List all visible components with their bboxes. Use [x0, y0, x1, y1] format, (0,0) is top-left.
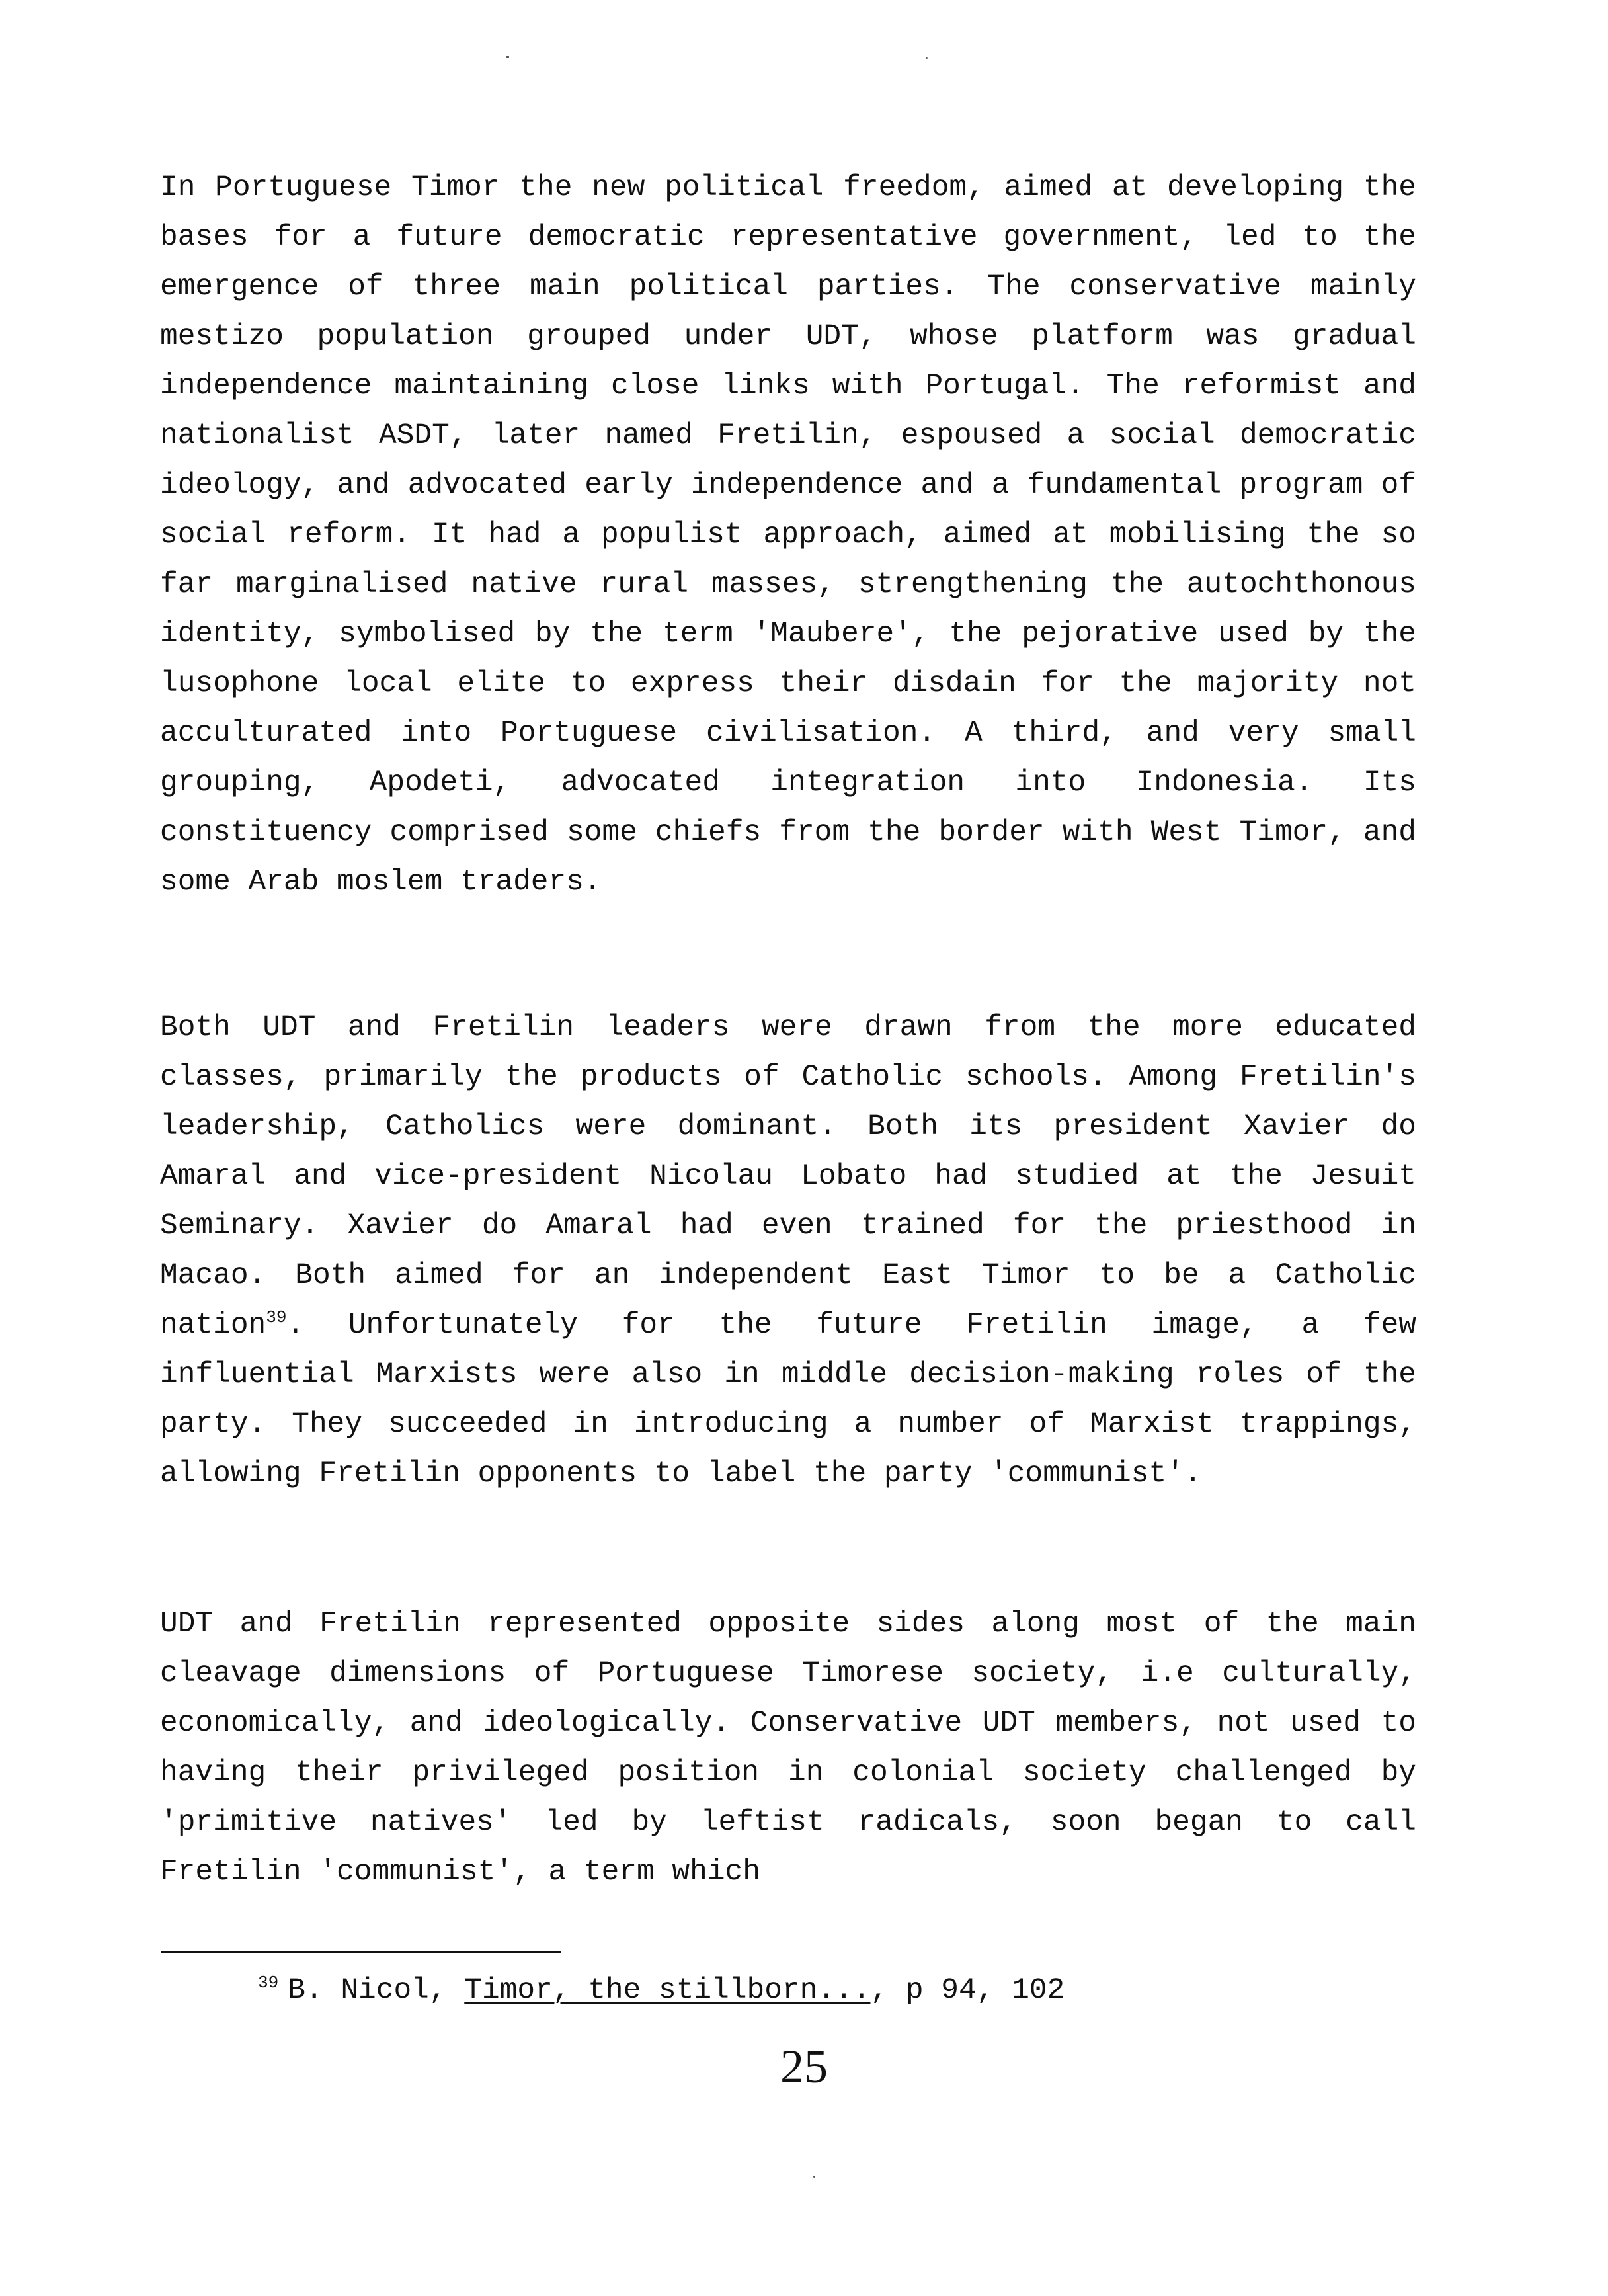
- footnote-reference[interactable]: 39: [266, 1307, 287, 1328]
- scan-speck: [506, 56, 509, 58]
- body-paragraph-3: UDT and Fretilin represented opposite sides along most of the main cleavage dimensions of Portuguese Timorese society, i.e culturally, economically, and ideologically. Conservative UDT members, not used to having their privileged position in colonial society challenged by 'primitive natives' led by leftist radicals, soon began to call Fretilin 'communist', a term which: [160, 1608, 1416, 1889]
- footnote-pages: , p 94, 102: [870, 1974, 1065, 2007]
- body-paragraph-2: [160, 1003, 1416, 1499]
- page-number: 25: [780, 2040, 828, 2093]
- body-paragraph-1: In Portuguese Timor the new political freedom, aimed at developing the bases for a future democratic representative government, led to the emergence of three main political parties. The conservative mainly mestizo population grouped under UDT, whose platform was gradual independence maintaining close links with Portugal. The reformist and nationalist ASDT, later named Fretilin, espoused a social democratic ideology, and advocated early independence and a fundamental program of social reform. It had a populist approach, aimed at mobilising the so far marginalised native rural masses, strengthening the autochthonous identity, symbolised by the term 'Maubere', the pejorative used by the lusophone local elite to express their disdain for the majority not acculturated into Portuguese civilisation. A third, and very small grouping, Apodeti, advocated integration into Indonesia. Its constituency comprised some chiefs from the border with West Timor, and some Arab moslem traders.: [160, 171, 1416, 899]
- scan-speck: [926, 57, 928, 59]
- footnote-marker: 39: [258, 1973, 279, 1993]
- paragraph-text: Both UDT and Fretilin leaders were drawn from the more educated classes, primarily the products of Catholic schools. Among Fretilin's leadership, Catholics were dominant. Both its president Xavier do Amaral and vice-president Nicolau Lobato had studied at the Jesuit Seminary. Xavier do Amaral had even trained for the priesthood in Macao. Both aimed for an independent East Timor to be a Catholic nation: [160, 1011, 1416, 1342]
- paragraph-text: . Unfortunately for the future Fretilin image, a few influential Marxists were also in middle decision-making roles of the party. They succeeded in introducing a number of Marxist trappings, allowing Fretilin opponents to label the party 'communist'.: [160, 1309, 1416, 1491]
- footnote-divider: [161, 1951, 561, 1953]
- footnote-author: B. Nicol,: [288, 1974, 465, 2007]
- footnote-title: Timor, the stillborn...: [464, 1974, 871, 2007]
- scan-speck: [813, 2176, 815, 2178]
- footnote: [258, 1971, 1065, 2010]
